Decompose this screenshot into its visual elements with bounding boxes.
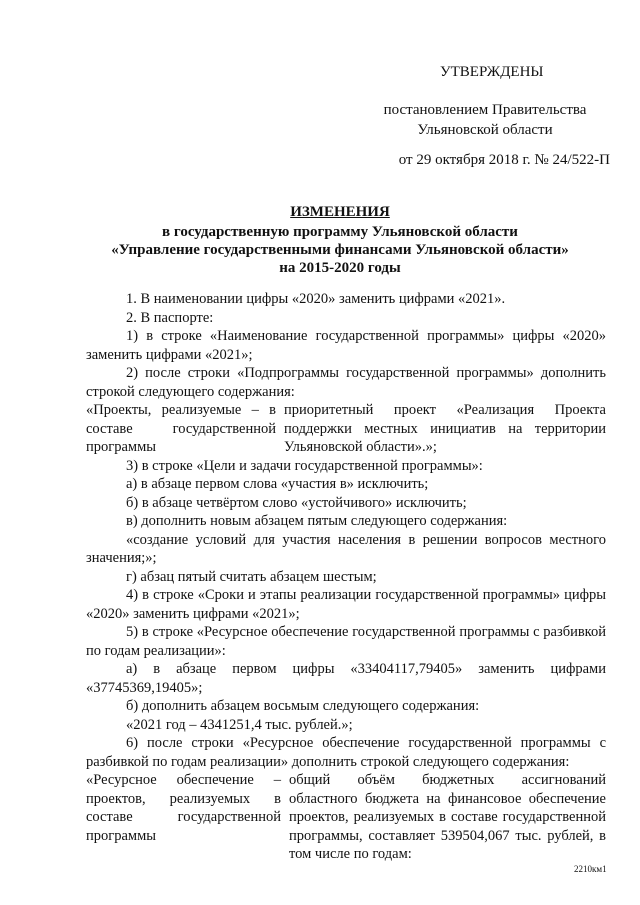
row-label: «Ресурсное обеспечение – проектов, реализуемых в составе государственной программы [86,772,281,844]
paragraph: «создание условий для участия населения в решении вопросов местного значения;»; [86,531,606,566]
row-value: приоритетный проект «Реализация Проекта поддержки местных инициатив на территории Ульяновской области».»; [284,402,606,455]
approval-line: Ульяновской области [417,122,553,138]
paragraph: 5) в строке «Ресурсное обеспечение государственной программы с разбивкой по годам реализации»: [86,624,606,659]
paragraph: б) в абзаце четвёртом слово «устойчивого» исключить; [126,494,467,511]
inserted-row-resources [86,771,606,864]
paragraph: 3) в строке «Цели и задачи государственной программы»: [126,457,483,474]
document-body [86,290,606,864]
row-value: общий объём бюджетных ассигнований областного бюджета на финансовое обеспечение проектов, реализуемых в составе государственной программы, составляет 539504,067 тыс. рублей, в том числе по годам: [289,772,606,862]
paragraph: 6) после строки «Ресурсное обеспечение государственной программы с разбивкой по годам реализации» дополнить строкой следующего содержания: [86,735,606,770]
paragraph: 4) в строке «Сроки и этапы реализации государственной программы» цифры «2020» заменить цифрами «2021»; [86,587,606,622]
title-main: ИЗМЕНЕНИЯ [290,204,390,220]
paragraph: 2. В паспорте: [126,309,214,326]
paragraph: в) дополнить новым абзацем пятым следующего содержания: [126,513,508,529]
inserted-row-projects [86,401,606,457]
paragraph: 1) в строке «Наименование государственной программы» цифры «2020» заменить цифрами «2021»; [86,328,606,363]
paragraph: б) дополнить абзацем восьмым следующего содержания: [126,698,480,714]
paragraph: «2021 год – 4341251,4 тыс. рублей.»; [126,716,353,733]
paragraph: а) в абзаце первом слова «участия в» исключить; [126,476,429,492]
approval-line: постановлением Правительства [383,102,587,118]
paragraph: г) абзац пятый считать абзацем шестым; [126,568,377,585]
approval-date: от 29 октября 2018 г. № 24/522-П [398,152,610,168]
document-title [80,203,600,277]
paragraph: 1. В наименовании цифры «2020» заменить цифрами «2021». [126,291,506,307]
approval-heading: УТВЕРЖДЕНЫ [440,64,544,80]
title-line: в государственную программу Ульяновской области [162,224,518,240]
row-label: «Проекты, реализуемые – в составе государственной программы [86,402,276,455]
title-line: на 2015-2020 годы [279,260,401,276]
paragraph: 2) после строки «Подпрограммы государственной программы» дополнить строкой следующего содержания: [86,365,606,400]
paragraph: а) в абзаце первом цифры «33404117,79405» заменить цифрами «37745369,19405»; [86,661,606,696]
approval-block [360,62,610,170]
page-code: 2210км1 [574,864,607,874]
title-line: «Управление государственными финансами Ульяновской области» [111,242,569,258]
